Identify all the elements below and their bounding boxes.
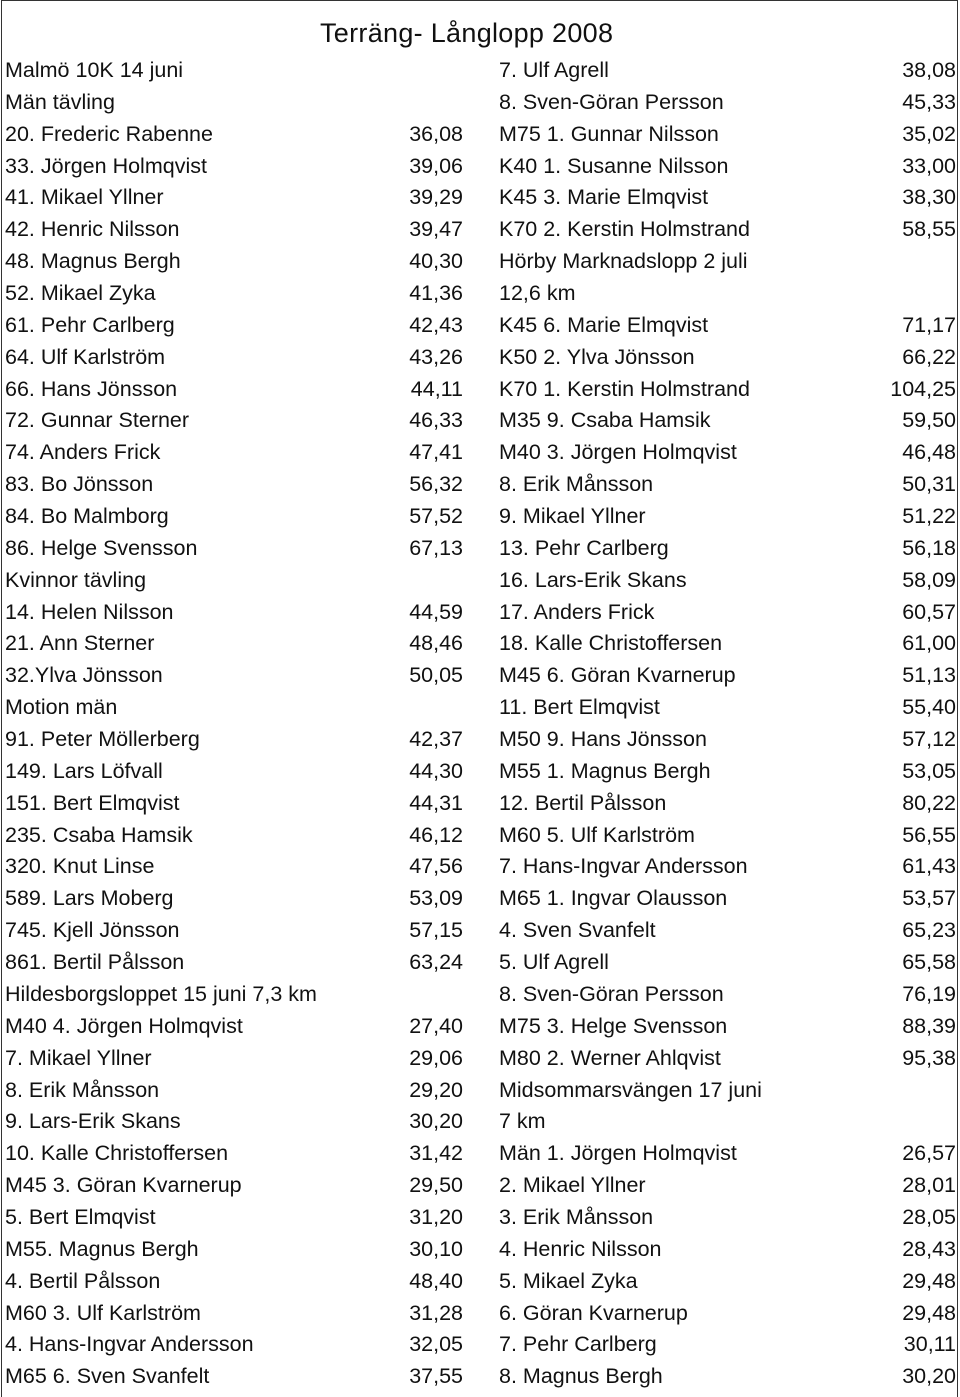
result-time: 39,47 bbox=[409, 217, 463, 242]
result-row bbox=[5, 947, 463, 979]
result-row bbox=[499, 947, 956, 979]
result-label: Midsommarsvängen 17 juni bbox=[499, 1077, 762, 1102]
result-time: 56,55 bbox=[902, 822, 956, 847]
result-time: 48,46 bbox=[409, 631, 463, 656]
result-label: 320. Knut Linse bbox=[5, 854, 155, 879]
result-time: 63,24 bbox=[409, 950, 463, 975]
result-row bbox=[5, 119, 463, 151]
result-row bbox=[5, 1106, 463, 1138]
result-label: Män 1. Jörgen Holmqvist bbox=[499, 1141, 737, 1166]
result-time: 28,43 bbox=[902, 1236, 956, 1261]
result-time: 47,56 bbox=[409, 854, 463, 879]
result-row bbox=[5, 533, 463, 565]
result-label: 86. Helge Svensson bbox=[5, 535, 198, 560]
result-time: 42,43 bbox=[409, 312, 463, 337]
result-time: 29,48 bbox=[902, 1300, 956, 1325]
section-heading bbox=[499, 1075, 956, 1107]
result-label: 8. Erik Månsson bbox=[499, 472, 654, 497]
result-time: 39,29 bbox=[409, 185, 463, 210]
result-label: 9. Mikael Yllner bbox=[499, 504, 646, 529]
result-label: 7. Hans-Ingvar Andersson bbox=[499, 854, 748, 879]
result-time: 51,13 bbox=[902, 663, 956, 688]
result-row bbox=[499, 565, 956, 597]
result-label: K45 6. Marie Elmqvist bbox=[499, 312, 709, 337]
result-label: 61. Pehr Carlberg bbox=[5, 312, 175, 337]
result-time: 59,50 bbox=[902, 408, 956, 433]
result-time: 37,55 bbox=[409, 1364, 463, 1389]
result-time: 104,25 bbox=[890, 376, 956, 401]
result-time: 57,12 bbox=[902, 727, 956, 752]
result-label: M65 1. Ingvar Olausson bbox=[499, 886, 728, 911]
result-label: 5. Mikael Zyka bbox=[499, 1268, 638, 1293]
result-label: 7 km bbox=[499, 1109, 546, 1134]
result-label: 4. Henric Nilsson bbox=[499, 1236, 662, 1261]
result-label: 16. Lars-Erik Skans bbox=[499, 567, 687, 592]
result-time: 44,11 bbox=[410, 376, 463, 401]
result-label: M60 3. Ulf Karlström bbox=[5, 1300, 201, 1325]
result-row bbox=[499, 151, 956, 183]
result-row bbox=[5, 437, 463, 469]
result-label: 21. Ann Sterner bbox=[5, 631, 155, 656]
result-row bbox=[5, 660, 463, 692]
result-time: 30,10 bbox=[409, 1236, 463, 1261]
result-label: 9. Lars-Erik Skans bbox=[5, 1109, 181, 1134]
result-row bbox=[499, 374, 956, 406]
result-time: 41,36 bbox=[409, 281, 463, 306]
section-heading bbox=[499, 1106, 956, 1138]
result-row bbox=[5, 1266, 463, 1298]
result-row bbox=[5, 310, 463, 342]
result-row bbox=[499, 915, 956, 947]
result-time: 61,00 bbox=[902, 631, 956, 656]
result-row bbox=[5, 1138, 463, 1170]
result-row bbox=[499, 55, 956, 87]
result-label: 8. Magnus Bergh bbox=[499, 1364, 663, 1389]
result-label: 4. Sven Svanfelt bbox=[499, 918, 656, 943]
result-time: 65,23 bbox=[902, 918, 956, 943]
result-label: Män tävling bbox=[5, 89, 115, 114]
result-row bbox=[5, 278, 463, 310]
result-time: 44,31 bbox=[409, 790, 463, 815]
result-label: 41. Mikael Yllner bbox=[5, 185, 164, 210]
result-row bbox=[5, 597, 463, 629]
result-label: K70 2. Kerstin Holmstrand bbox=[499, 217, 750, 242]
result-label: 84. Bo Malmborg bbox=[5, 504, 169, 529]
result-time: 31,20 bbox=[409, 1204, 463, 1229]
result-label: 589. Lars Moberg bbox=[5, 886, 174, 911]
result-time: 80,22 bbox=[902, 790, 956, 815]
result-time: 30,11 bbox=[903, 1332, 956, 1357]
result-row bbox=[5, 405, 463, 437]
result-label: 66. Hans Jönsson bbox=[5, 376, 178, 401]
result-label: 12,6 km bbox=[499, 281, 576, 306]
result-row bbox=[499, 1011, 956, 1043]
result-label: 64. Ulf Karlström bbox=[5, 344, 166, 369]
result-time: 29,06 bbox=[409, 1045, 463, 1070]
result-row bbox=[499, 1361, 956, 1393]
result-row bbox=[5, 1361, 463, 1393]
result-time: 31,42 bbox=[409, 1141, 463, 1166]
result-row bbox=[499, 692, 956, 724]
result-time: 76,19 bbox=[902, 981, 956, 1006]
result-row bbox=[499, 437, 956, 469]
document-title: Terräng- Långlopp 2008 bbox=[320, 18, 614, 48]
result-time: 27,40 bbox=[409, 1013, 463, 1038]
result-row bbox=[499, 182, 956, 214]
result-row bbox=[5, 151, 463, 183]
section-heading bbox=[499, 278, 956, 310]
result-time: 31,28 bbox=[409, 1300, 463, 1325]
result-label: 7. Pehr Carlberg bbox=[499, 1332, 657, 1357]
result-time: 29,50 bbox=[409, 1173, 463, 1198]
result-label: Kvinnor tävling bbox=[5, 567, 147, 592]
result-label: K50 2. Ylva Jönsson bbox=[499, 344, 695, 369]
result-label: 3. Erik Månsson bbox=[499, 1204, 654, 1229]
result-time: 42,37 bbox=[409, 727, 463, 752]
result-row bbox=[5, 820, 463, 852]
result-label: 10. Kalle Christoffersen bbox=[5, 1141, 229, 1166]
result-row bbox=[5, 246, 463, 278]
result-row bbox=[5, 1298, 463, 1330]
result-label: 2. Mikael Yllner bbox=[499, 1173, 646, 1198]
result-label: 7. Mikael Yllner bbox=[5, 1045, 152, 1070]
result-row bbox=[5, 501, 463, 533]
result-row bbox=[5, 915, 463, 947]
result-row bbox=[499, 1202, 956, 1234]
result-time: 44,30 bbox=[409, 758, 463, 783]
result-time: 39,06 bbox=[409, 153, 463, 178]
result-label: M45 3. Göran Kvarnerup bbox=[5, 1173, 242, 1198]
result-time: 44,59 bbox=[409, 599, 463, 624]
result-time: 30,20 bbox=[409, 1109, 463, 1134]
result-row bbox=[499, 1170, 956, 1202]
result-label: M40 3. Jörgen Holmqvist bbox=[499, 440, 737, 465]
result-label: 72. Gunnar Sterner bbox=[5, 408, 190, 433]
result-time: 56,18 bbox=[902, 535, 956, 560]
result-time: 38,08 bbox=[902, 58, 956, 82]
result-time: 66,22 bbox=[902, 344, 956, 369]
section-heading bbox=[5, 565, 463, 597]
results-left-column bbox=[5, 55, 463, 1393]
result-time: 58,09 bbox=[902, 567, 956, 592]
result-row bbox=[5, 628, 463, 660]
result-time: 38,30 bbox=[902, 185, 956, 210]
result-time: 40,30 bbox=[409, 249, 463, 274]
result-time: 55,40 bbox=[902, 695, 956, 720]
result-row bbox=[499, 469, 956, 501]
result-time: 46,48 bbox=[902, 440, 956, 465]
result-row bbox=[499, 405, 956, 437]
result-label: M75 1. Gunnar Nilsson bbox=[499, 121, 719, 146]
result-label: 7. Ulf Agrell bbox=[499, 58, 609, 82]
result-label: 861. Bertil Pålsson bbox=[5, 950, 185, 975]
result-row bbox=[5, 1202, 463, 1234]
result-row bbox=[5, 342, 463, 374]
result-row bbox=[5, 1043, 463, 1075]
result-row bbox=[5, 788, 463, 820]
result-time: 29,48 bbox=[902, 1268, 956, 1293]
result-time: 32,05 bbox=[409, 1332, 463, 1357]
result-label: M50 9. Hans Jönsson bbox=[499, 727, 707, 752]
result-label: 48. Magnus Bergh bbox=[5, 249, 181, 274]
result-label: 17. Anders Frick bbox=[499, 599, 655, 624]
result-time: 30,20 bbox=[902, 1364, 956, 1389]
result-time: 26,57 bbox=[902, 1141, 956, 1166]
result-row bbox=[499, 756, 956, 788]
result-time: 56,32 bbox=[409, 472, 463, 497]
result-row bbox=[5, 1170, 463, 1202]
result-time: 57,52 bbox=[409, 504, 463, 529]
result-time: 60,57 bbox=[902, 599, 956, 624]
result-label: 8. Sven-Göran Persson bbox=[499, 981, 724, 1006]
result-label: 52. Mikael Zyka bbox=[5, 281, 156, 306]
result-time: 65,58 bbox=[902, 950, 956, 975]
result-row bbox=[499, 724, 956, 756]
result-label: Motion män bbox=[5, 695, 118, 720]
result-time: 48,40 bbox=[409, 1268, 463, 1293]
result-row bbox=[499, 1043, 956, 1075]
result-label: 11. Bert Elmqvist bbox=[499, 695, 660, 720]
result-label: 6. Göran Kvarnerup bbox=[499, 1300, 688, 1325]
results-right-column bbox=[499, 55, 956, 1393]
result-row bbox=[499, 660, 956, 692]
section-heading bbox=[5, 87, 463, 119]
result-label: 13. Pehr Carlberg bbox=[499, 535, 669, 560]
result-row bbox=[5, 1075, 463, 1107]
result-label: 5. Ulf Agrell bbox=[499, 950, 609, 975]
result-time: 67,13 bbox=[409, 535, 463, 560]
result-time: 57,15 bbox=[409, 918, 463, 943]
result-label: 33. Jörgen Holmqvist bbox=[5, 153, 207, 178]
result-row bbox=[499, 119, 956, 151]
result-label: 5. Bert Elmqvist bbox=[5, 1204, 156, 1229]
result-row bbox=[499, 1266, 956, 1298]
result-row bbox=[5, 182, 463, 214]
result-time: 33,00 bbox=[902, 153, 956, 178]
result-time: 46,33 bbox=[409, 408, 463, 433]
result-time: 47,41 bbox=[409, 440, 463, 465]
result-label: 20. Frederic Rabenne bbox=[5, 121, 213, 146]
result-row bbox=[5, 1329, 463, 1361]
result-time: 71,17 bbox=[902, 312, 956, 337]
result-label: Hörby Marknadslopp 2 juli bbox=[499, 249, 748, 274]
result-label: K70 1. Kerstin Holmstrand bbox=[499, 376, 750, 401]
result-row bbox=[5, 374, 463, 406]
result-row bbox=[5, 756, 463, 788]
result-time: 53,57 bbox=[902, 886, 956, 911]
result-row bbox=[5, 1011, 463, 1043]
result-label: 8. Erik Månsson bbox=[5, 1077, 160, 1102]
result-label: K45 3. Marie Elmqvist bbox=[499, 185, 709, 210]
result-label: M55 1. Magnus Bergh bbox=[499, 758, 711, 783]
result-time: 61,43 bbox=[902, 854, 956, 879]
result-row bbox=[499, 310, 956, 342]
result-label: 91. Peter Möllerberg bbox=[5, 727, 200, 752]
result-row bbox=[5, 724, 463, 756]
result-time: 28,05 bbox=[902, 1204, 956, 1229]
result-row bbox=[499, 214, 956, 246]
result-time: 53,09 bbox=[409, 886, 463, 911]
result-label: M60 5. Ulf Karlström bbox=[499, 822, 695, 847]
result-row bbox=[5, 883, 463, 915]
result-row bbox=[499, 597, 956, 629]
section-heading bbox=[499, 246, 956, 278]
result-label: M80 2. Werner Ahlqvist bbox=[499, 1045, 721, 1070]
result-label: Hildesborgsloppet 15 juni 7,3 km bbox=[5, 981, 317, 1006]
result-label: K40 1. Susanne Nilsson bbox=[499, 153, 729, 178]
result-time: 50,31 bbox=[902, 472, 956, 497]
result-row bbox=[5, 851, 463, 883]
result-row bbox=[499, 788, 956, 820]
result-time: 36,08 bbox=[409, 121, 463, 146]
result-row bbox=[499, 1298, 956, 1330]
result-label: 74. Anders Frick bbox=[5, 440, 161, 465]
result-label: M65 6. Sven Svanfelt bbox=[5, 1364, 210, 1389]
result-label: 745. Kjell Jönsson bbox=[5, 918, 180, 943]
result-row bbox=[5, 469, 463, 501]
result-label: Malmö 10K 14 juni bbox=[5, 58, 184, 82]
result-row bbox=[499, 501, 956, 533]
result-row bbox=[499, 1329, 956, 1361]
result-row bbox=[499, 628, 956, 660]
result-row bbox=[499, 342, 956, 374]
result-label: 8. Sven-Göran Persson bbox=[499, 89, 724, 114]
section-heading bbox=[5, 55, 463, 87]
result-label: M35 9. Csaba Hamsik bbox=[499, 408, 711, 433]
result-row bbox=[499, 979, 956, 1011]
result-row bbox=[499, 1138, 956, 1170]
result-label: M45 6. Göran Kvarnerup bbox=[499, 663, 736, 688]
result-time: 88,39 bbox=[902, 1013, 956, 1038]
result-label: 42. Henric Nilsson bbox=[5, 217, 180, 242]
result-row bbox=[499, 820, 956, 852]
result-row bbox=[499, 883, 956, 915]
result-label: 18. Kalle Christoffersen bbox=[499, 631, 723, 656]
result-row bbox=[499, 851, 956, 883]
result-time: 95,38 bbox=[902, 1045, 956, 1070]
result-row bbox=[499, 1234, 956, 1266]
result-time: 51,22 bbox=[902, 504, 956, 529]
result-row bbox=[499, 533, 956, 565]
result-time: 58,55 bbox=[902, 217, 956, 242]
result-time: 53,05 bbox=[902, 758, 956, 783]
result-time: 45,33 bbox=[902, 89, 956, 114]
result-time: 35,02 bbox=[902, 121, 956, 146]
result-time: 50,05 bbox=[409, 663, 463, 688]
result-time: 43,26 bbox=[409, 344, 463, 369]
result-time: 46,12 bbox=[409, 822, 463, 847]
result-label: 32.Ylva Jönsson bbox=[5, 663, 163, 688]
result-label: 235. Csaba Hamsik bbox=[5, 822, 193, 847]
result-label: 4. Bertil Pålsson bbox=[5, 1268, 161, 1293]
result-label: 83. Bo Jönsson bbox=[5, 472, 154, 497]
result-label: 12. Bertil Pålsson bbox=[499, 790, 667, 815]
section-heading bbox=[5, 692, 463, 724]
result-time: 28,01 bbox=[902, 1173, 956, 1198]
result-label: 149. Lars Löfvall bbox=[5, 758, 163, 783]
result-row bbox=[5, 1234, 463, 1266]
result-label: M55. Magnus Bergh bbox=[5, 1236, 199, 1261]
result-row bbox=[5, 214, 463, 246]
result-label: M75 3. Helge Svensson bbox=[499, 1013, 728, 1038]
result-time: 29,20 bbox=[409, 1077, 463, 1102]
result-label: 14. Helen Nilsson bbox=[5, 599, 174, 624]
result-label: 151. Bert Elmqvist bbox=[5, 790, 180, 815]
result-label: 4. Hans-Ingvar Andersson bbox=[5, 1332, 254, 1357]
result-label: M40 4. Jörgen Holmqvist bbox=[5, 1013, 243, 1038]
section-heading bbox=[5, 979, 463, 1011]
result-row bbox=[499, 87, 956, 119]
